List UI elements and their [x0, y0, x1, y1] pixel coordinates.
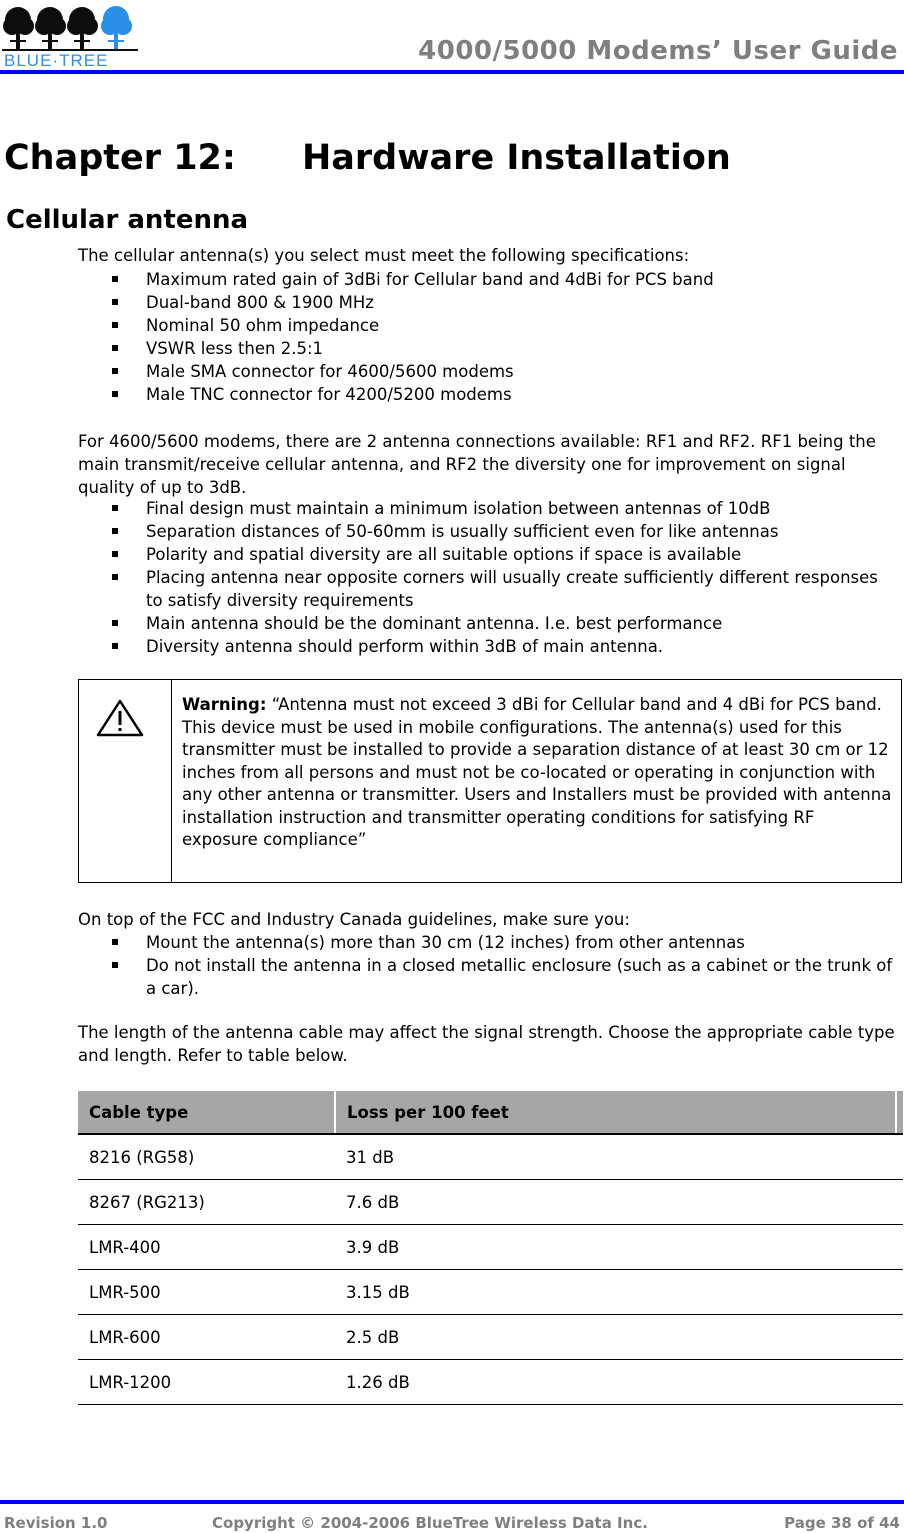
diversity-paragraph: For 4600/5600 modems, there are 2 antenna connections available: RF1 and RF2. RF1 being the main transmit/receive cellular antenna, and RF2 the diversity one for improvement on signal quality of up to 3dB. — [78, 432, 876, 497]
table-row — [78, 1134, 903, 1180]
list-item: Maximum rated gain of 3dBi for Cellular band and 4dBi for PCS band — [110, 268, 896, 291]
cable-type-cell: LMR-400 — [78, 1225, 335, 1270]
chapter-number: Chapter 12: — [4, 138, 236, 178]
warning-body: “Antenna must not exceed 3 dBi for Cellular band and 4 dBi for PCS band. This device must be used in mobile configurations. The antenna(s) used for this transmitter must be installed to provide a separation distance of at least 30 cm or 12 inches from all persons and must not be co-located or operating in conjunction with any other antenna or transmitter. Users and Installers must be provided with antenna installation instruction and transmitter operating conditions for satisfying RF exposure compliance” — [182, 695, 892, 849]
column-header-loss: Loss per 100 feet — [335, 1091, 896, 1134]
table-row — [78, 1315, 903, 1360]
cable-type-cell: 8216 (RG58) — [78, 1134, 335, 1180]
list-item: Diversity antenna should perform within 3dB of main antenna. — [110, 635, 896, 658]
table-header-row — [78, 1091, 903, 1134]
cable-type-cell: LMR-500 — [78, 1270, 335, 1315]
table-row — [78, 1180, 903, 1225]
copyright-label: Copyright © 2004-2006 BlueTree Wireless Data Inc. — [212, 1514, 648, 1532]
loss-value-cell: 1.26 dB — [335, 1360, 903, 1405]
cable-type-cell: LMR-600 — [78, 1315, 335, 1360]
spec-list — [110, 268, 896, 406]
tree-icon — [3, 7, 34, 50]
warning-text — [182, 694, 894, 852]
list-item: Main antenna should be the dominant antenna. I.e. best performance — [110, 612, 896, 635]
list-item: Polarity and spatial diversity are all suitable options if space is available — [110, 543, 896, 566]
list-item: Placing antenna near opposite corners will usually create sufficiently different responses to satisfy diversity requirements — [110, 566, 896, 612]
loss-value-cell: 3.9 dB — [335, 1225, 903, 1270]
header-rule — [0, 70, 904, 74]
list-item: Dual-band 800 & 1900 MHz — [110, 291, 896, 314]
column-header-cable-type: Cable type — [78, 1091, 335, 1134]
table-row — [78, 1360, 903, 1405]
chapter-title: Hardware Installation — [302, 138, 731, 178]
list-item: Separation distances of 50-60mm is usually sufficient even for like antennas — [110, 520, 896, 543]
table-row — [78, 1270, 903, 1315]
intro-paragraph: The cellular antenna(s) you select must meet the following specifications: — [78, 246, 690, 265]
list-item: Do not install the antenna in a closed metallic enclosure (such as a cabinet or the trunk of a car). — [110, 954, 896, 1000]
list-item: Nominal 50 ohm impedance — [110, 314, 896, 337]
cable-paragraph: The length of the antenna cable may affect the signal strength. Choose the appropriate cable type and length. Refer to table below. — [78, 1023, 895, 1065]
document-title: 4000/5000 Modems’ User Guide — [418, 36, 898, 66]
warning-icon — [95, 698, 145, 738]
list-item: Final design must maintain a minimum isolation between antennas of 10dB — [110, 497, 896, 520]
list-item: VSWR less then 2.5:1 — [110, 337, 896, 360]
footer-rule — [0, 1500, 904, 1504]
table-row — [78, 1225, 903, 1270]
section-heading: Cellular antenna — [6, 205, 249, 235]
warning-box — [78, 679, 902, 883]
loss-value-cell: 7.6 dB — [335, 1180, 903, 1225]
cable-type-cell: LMR-1200 — [78, 1360, 335, 1405]
loss-value-cell: 2.5 dB — [335, 1315, 903, 1360]
loss-value-cell: 3.15 dB — [335, 1270, 903, 1315]
revision-label: Revision 1.0 — [4, 1514, 108, 1532]
cable-type-cell: 8267 (RG213) — [78, 1180, 335, 1225]
list-item: Mount the antenna(s) more than 30 cm (12 inches) from other antennas — [110, 931, 896, 954]
chapter-heading — [4, 138, 731, 178]
warning-label: Warning: — [182, 695, 267, 714]
list-item: Male SMA connector for 4600/5600 modems — [110, 360, 896, 383]
page-number: Page 38 of 44 — [784, 1514, 900, 1532]
svg-text:BLUE·TREE: BLUE·TREE — [4, 51, 109, 68]
bluetree-logo — [2, 2, 138, 68]
cable-loss-table — [78, 1091, 903, 1405]
list-item: Male TNC connector for 4200/5200 modems — [110, 383, 896, 406]
fcc-list — [110, 931, 896, 1000]
diversity-list — [110, 497, 896, 658]
fcc-paragraph: On top of the FCC and Industry Canada guidelines, make sure you: — [78, 910, 630, 929]
loss-value-cell: 31 dB — [335, 1134, 903, 1180]
